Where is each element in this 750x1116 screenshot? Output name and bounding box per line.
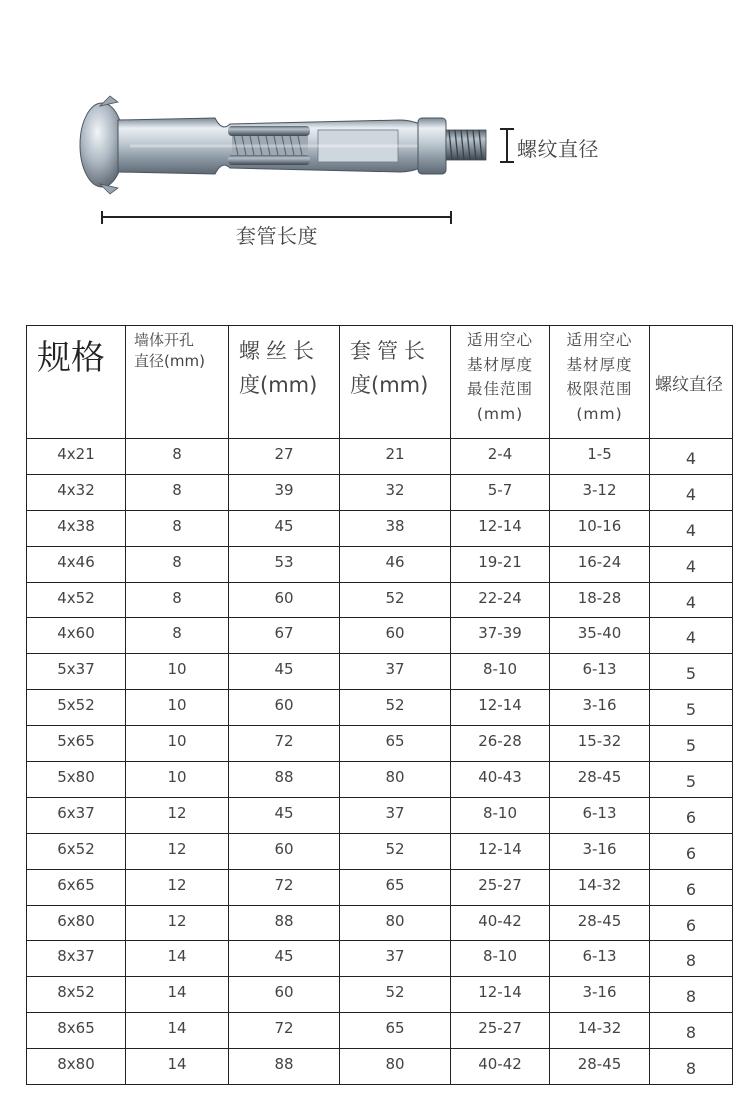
- cell-thread-diameter: 5: [650, 762, 733, 798]
- cell-spec: 5x52: [27, 690, 126, 726]
- cell-limit-range: 6-13: [550, 797, 650, 833]
- cell-best-range: 40-43: [451, 762, 550, 798]
- cell-sleeve-length: 80: [340, 1049, 451, 1085]
- cell-spec: 5x37: [27, 654, 126, 690]
- cell-hole-diameter: 12: [126, 905, 229, 941]
- cell-limit-range: 14-32: [550, 1013, 650, 1049]
- spec-table: [26, 325, 733, 1085]
- header-spec: 规格: [27, 326, 126, 439]
- cell-screw-length: 39: [229, 474, 340, 510]
- cell-screw-length: 60: [229, 833, 340, 869]
- cell-best-range: 5-7: [451, 474, 550, 510]
- cell-screw-length: 27: [229, 439, 340, 475]
- cell-spec: 6x52: [27, 833, 126, 869]
- cell-sleeve-length: 21: [340, 439, 451, 475]
- cell-sleeve-length: 80: [340, 762, 451, 798]
- cell-thread-diameter: 6: [650, 869, 733, 905]
- cell-best-range: 40-42: [451, 1049, 550, 1085]
- cell-limit-range: 3-16: [550, 833, 650, 869]
- table-row: [27, 582, 733, 618]
- cell-hole-diameter: 8: [126, 618, 229, 654]
- cell-hole-diameter: 10: [126, 762, 229, 798]
- cell-screw-length: 60: [229, 977, 340, 1013]
- cell-hole-diameter: 14: [126, 977, 229, 1013]
- cell-limit-range: 28-45: [550, 762, 650, 798]
- table-row: [27, 510, 733, 546]
- hollow-wall-anchor-illustration: [0, 0, 750, 300]
- cell-sleeve-length: 52: [340, 977, 451, 1013]
- table-row: [27, 726, 733, 762]
- cell-limit-range: 14-32: [550, 869, 650, 905]
- table-row: [27, 690, 733, 726]
- cell-thread-diameter: 5: [650, 690, 733, 726]
- cell-best-range: 12-14: [451, 833, 550, 869]
- table-row: [27, 905, 733, 941]
- cell-limit-range: 28-45: [550, 1049, 650, 1085]
- cell-best-range: 8-10: [451, 654, 550, 690]
- cell-spec: 4x60: [27, 618, 126, 654]
- cell-best-range: 2-4: [451, 439, 550, 475]
- cell-sleeve-length: 52: [340, 690, 451, 726]
- cell-thread-diameter: 5: [650, 726, 733, 762]
- cell-spec: 6x65: [27, 869, 126, 905]
- cell-screw-length: 53: [229, 546, 340, 582]
- cell-screw-length: 72: [229, 1013, 340, 1049]
- cell-screw-length: 67: [229, 618, 340, 654]
- cell-best-range: 25-27: [451, 869, 550, 905]
- cell-screw-length: 45: [229, 654, 340, 690]
- cell-spec: 4x46: [27, 546, 126, 582]
- table-row: [27, 762, 733, 798]
- table-row: [27, 941, 733, 977]
- table-row: [27, 797, 733, 833]
- cell-best-range: 26-28: [451, 726, 550, 762]
- cell-spec: 8x37: [27, 941, 126, 977]
- cell-spec: 5x65: [27, 726, 126, 762]
- cell-screw-length: 88: [229, 905, 340, 941]
- cell-spec: 6x80: [27, 905, 126, 941]
- cell-spec: 6x37: [27, 797, 126, 833]
- cell-hole-diameter: 14: [126, 1013, 229, 1049]
- cell-best-range: 8-10: [451, 797, 550, 833]
- cell-best-range: 37-39: [451, 618, 550, 654]
- cell-thread-diameter: 8: [650, 1049, 733, 1085]
- cell-thread-diameter: 4: [650, 510, 733, 546]
- cell-limit-range: 15-32: [550, 726, 650, 762]
- cell-thread-diameter: 6: [650, 905, 733, 941]
- table-row: [27, 1049, 733, 1085]
- cell-best-range: 25-27: [451, 1013, 550, 1049]
- cell-spec: 4x38: [27, 510, 126, 546]
- cell-thread-diameter: 4: [650, 546, 733, 582]
- cell-hole-diameter: 10: [126, 726, 229, 762]
- cell-hole-diameter: 14: [126, 1049, 229, 1085]
- cell-screw-length: 88: [229, 762, 340, 798]
- cell-sleeve-length: 52: [340, 833, 451, 869]
- cell-sleeve-length: 32: [340, 474, 451, 510]
- table-row: [27, 654, 733, 690]
- cell-hole-diameter: 8: [126, 439, 229, 475]
- table-row: [27, 546, 733, 582]
- cell-limit-range: 10-16: [550, 510, 650, 546]
- header-thread-diameter: 螺纹直径: [650, 326, 733, 439]
- cell-sleeve-length: 65: [340, 869, 451, 905]
- cell-screw-length: 60: [229, 582, 340, 618]
- cell-screw-length: 45: [229, 510, 340, 546]
- cell-thread-diameter: 6: [650, 833, 733, 869]
- cell-limit-range: 16-24: [550, 546, 650, 582]
- cell-best-range: 22-24: [451, 582, 550, 618]
- cell-hole-diameter: 12: [126, 797, 229, 833]
- table-row: [27, 977, 733, 1013]
- cell-spec: 5x80: [27, 762, 126, 798]
- cell-hole-diameter: 8: [126, 582, 229, 618]
- cell-sleeve-length: 60: [340, 618, 451, 654]
- thread-diameter-label: 螺纹直径: [517, 137, 599, 161]
- cell-best-range: 12-14: [451, 977, 550, 1013]
- cell-hole-diameter: 12: [126, 869, 229, 905]
- cell-hole-diameter: 8: [126, 474, 229, 510]
- cell-sleeve-length: 65: [340, 1013, 451, 1049]
- table-row: [27, 618, 733, 654]
- cell-hole-diameter: 8: [126, 510, 229, 546]
- cell-spec: 8x52: [27, 977, 126, 1013]
- table-row: [27, 439, 733, 475]
- table-row: [27, 1013, 733, 1049]
- cell-thread-diameter: 4: [650, 582, 733, 618]
- cell-spec: 8x65: [27, 1013, 126, 1049]
- cell-screw-length: 72: [229, 726, 340, 762]
- cell-sleeve-length: 38: [340, 510, 451, 546]
- cell-sleeve-length: 37: [340, 941, 451, 977]
- cell-thread-diameter: 4: [650, 439, 733, 475]
- cell-hole-diameter: 14: [126, 941, 229, 977]
- cell-thread-diameter: 4: [650, 618, 733, 654]
- cell-screw-length: 45: [229, 797, 340, 833]
- cell-screw-length: 88: [229, 1049, 340, 1085]
- sleeve-length-label: 套管长度: [236, 224, 318, 248]
- cell-thread-diameter: 5: [650, 654, 733, 690]
- table-row: [27, 869, 733, 905]
- cell-limit-range: 18-28: [550, 582, 650, 618]
- cell-spec: 4x21: [27, 439, 126, 475]
- table-row: [27, 833, 733, 869]
- cell-sleeve-length: 46: [340, 546, 451, 582]
- header-best-range: 适用空心 基材厚度 最佳范围 (mm): [451, 326, 550, 439]
- cell-limit-range: 6-13: [550, 941, 650, 977]
- cell-best-range: 19-21: [451, 546, 550, 582]
- cell-spec: 4x52: [27, 582, 126, 618]
- cell-sleeve-length: 37: [340, 654, 451, 690]
- header-screw-length: 螺丝长 度(mm): [229, 326, 340, 439]
- cell-sleeve-length: 52: [340, 582, 451, 618]
- cell-sleeve-length: 80: [340, 905, 451, 941]
- cell-hole-diameter: 12: [126, 833, 229, 869]
- header-limit-range: 适用空心 基材厚度 极限范围 (mm): [550, 326, 650, 439]
- cell-hole-diameter: 8: [126, 546, 229, 582]
- cell-limit-range: 3-16: [550, 690, 650, 726]
- cell-limit-range: 6-13: [550, 654, 650, 690]
- cell-hole-diameter: 10: [126, 654, 229, 690]
- cell-thread-diameter: 6: [650, 797, 733, 833]
- cell-spec: 8x80: [27, 1049, 126, 1085]
- cell-best-range: 12-14: [451, 690, 550, 726]
- cell-spec: 4x32: [27, 474, 126, 510]
- cell-best-range: 40-42: [451, 905, 550, 941]
- anchor-diagram: [0, 0, 750, 300]
- cell-screw-length: 45: [229, 941, 340, 977]
- cell-best-range: 8-10: [451, 941, 550, 977]
- cell-sleeve-length: 65: [340, 726, 451, 762]
- table-header-row: [27, 326, 733, 439]
- header-hole-diameter: 墙体开孔 直径(mm): [126, 326, 229, 439]
- cell-limit-range: 3-12: [550, 474, 650, 510]
- cell-sleeve-length: 37: [340, 797, 451, 833]
- cell-limit-range: 1-5: [550, 439, 650, 475]
- cell-thread-diameter: 8: [650, 977, 733, 1013]
- cell-hole-diameter: 10: [126, 690, 229, 726]
- header-sleeve-length: 套管长 度(mm): [340, 326, 451, 439]
- cell-thread-diameter: 8: [650, 1013, 733, 1049]
- table-row: [27, 474, 733, 510]
- cell-thread-diameter: 8: [650, 941, 733, 977]
- cell-best-range: 12-14: [451, 510, 550, 546]
- cell-thread-diameter: 4: [650, 474, 733, 510]
- cell-limit-range: 3-16: [550, 977, 650, 1013]
- cell-limit-range: 35-40: [550, 618, 650, 654]
- cell-screw-length: 72: [229, 869, 340, 905]
- cell-screw-length: 60: [229, 690, 340, 726]
- cell-limit-range: 28-45: [550, 905, 650, 941]
